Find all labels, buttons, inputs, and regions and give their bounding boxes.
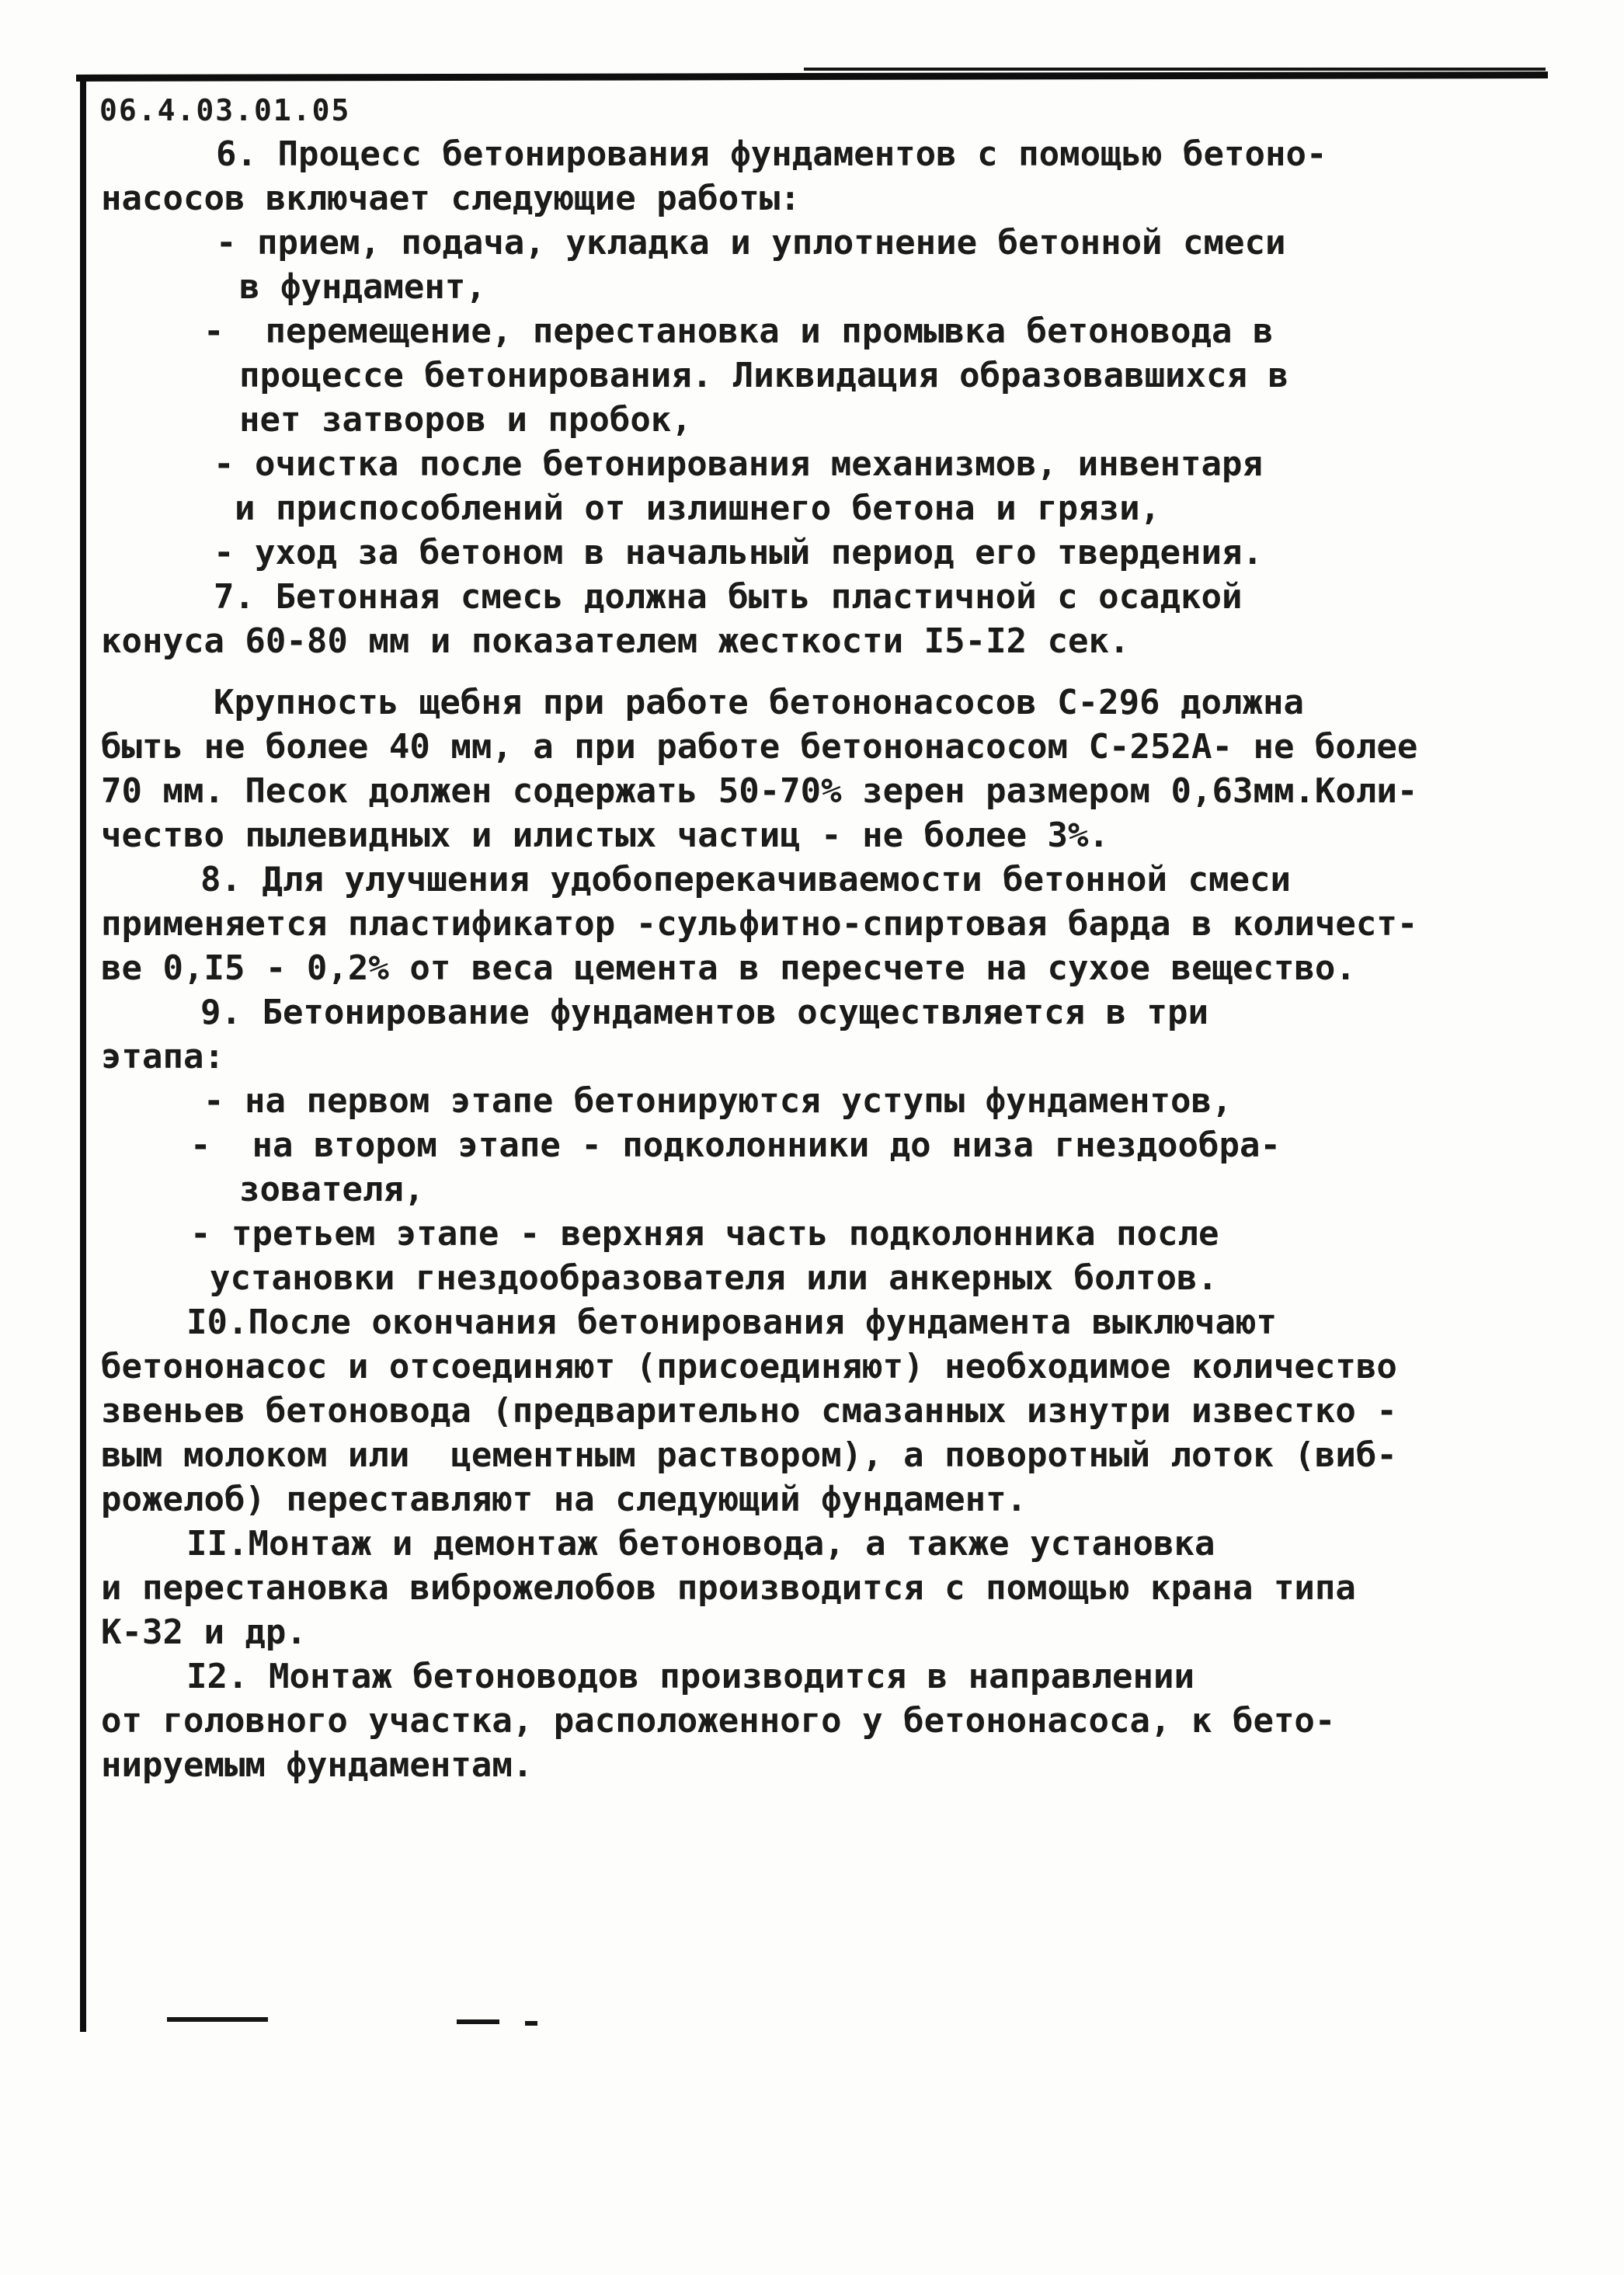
list-item-line: - прием, подача, укладка и уплотнение бетонной смеси [216,223,1286,263]
scan-mark [525,2021,537,2026]
text-line: бетононасос и отсоединяют (присоединяют) необходимое количество [101,1347,1397,1386]
document-code: 06.4.03.01.05 [99,93,351,127]
text-line: вым молоком или цементным раствором), а поворотный лоток (виб- [101,1435,1397,1475]
text-line: I0.После окончания бетонирования фундамента выключают [186,1303,1277,1342]
text-line: К-32 и др. [101,1612,307,1652]
text-line: Крупность щебня при работе бетононасосов С-296 должна [214,683,1304,722]
text-line: ве 0,I5 - 0,2% от веса цемента в пересчете на сухое вещество. [101,948,1356,988]
text-line: применяется пластификатор -сульфитно-спиртовая барда в количест- [101,904,1418,944]
text-line: этапа: [101,1037,224,1077]
list-item-line: нет затворов и пробок, [239,400,692,440]
paragraph-10 [101,1300,1584,1522]
list-item-line: процессе бетонирования. Ликвидация образовавшихся в [239,356,1289,395]
page-frame-top-rule [76,71,1548,82]
list-item-line: - на первом этапе бетонируются уступы фундаментов, [203,1081,1233,1121]
text-line: 7. Бетонная смесь должна быть пластичной с осадкой [214,577,1243,617]
paragraph-11 [101,1522,1584,1654]
paragraph-7 [101,575,1584,663]
paragraph-9 [101,990,1584,1079]
text-line: I2. Монтаж бетоноводов производится в направлении [186,1657,1195,1696]
list-item-line: - уход за бетоном в начальный период его твердения. [214,533,1264,572]
text-line: нируемым фундаментам. [101,1745,534,1785]
scan-mark [167,2017,268,2022]
text-line: 6. Процесс бетонирования фундаментов с помощью бетоно- [216,134,1327,174]
paragraph-gravel-size [101,680,1584,857]
paragraph-6 [101,132,1584,221]
text-line: II.Монтаж и демонтаж бетоновода, а также установка [186,1524,1215,1564]
list-item-line: - очистка после бетонирования механизмов, инвентаря [214,444,1264,484]
text-line: 70 мм. Песок должен содержать 50-70% зерен размером 0,63мм.Коли- [101,771,1418,811]
list-item-line: - на втором этапе - подколонники до низа гнездообра- [190,1125,1281,1165]
text-line: рожелоб) переставляют на следующий фундамент. [101,1480,1028,1519]
list-item-line: - перемещение, перестановка и промывка бетоновода в [203,311,1274,351]
page-frame-top-rule-double [804,68,1546,71]
text-line: чество пылевидных и илистых частиц - не более 3%. [101,816,1110,855]
page-frame-left-rule [80,75,86,2032]
text-line: от головного участка, расположенного у бетононасоса, к бето- [101,1701,1336,1741]
text-line: насосов включает следующие работы: [101,179,801,218]
text-line: 8. Для улучшения удобоперекачиваемости бетонной смеси [200,860,1291,899]
text-line: и перестановка виброжелобов производится с помощью крана типа [101,1568,1356,1608]
list-item-line: зователя, [239,1170,425,1209]
list-item-line: в фундамент, [239,267,486,307]
paragraph-9-list [101,1079,1584,1300]
document-body [101,132,1584,1787]
text-line: конуса 60-80 мм и показателем жесткости I5-I2 сек. [101,621,1130,661]
list-item-line: - третьем этапе - верхняя часть подколонника после [190,1214,1219,1254]
list-item-line: и приспособлений от излишнего бетона и грязи, [235,489,1161,528]
text-line: звеньев бетоновода (предварительно смазанных изнутри известко - [101,1391,1397,1431]
text-line: 9. Бетонирование фундаментов осуществляется в три [200,993,1209,1032]
list-item-line: установки гнездообразователя или анкерных болтов. [210,1258,1219,1298]
paragraph-12 [101,1654,1584,1787]
scan-mark [457,2019,499,2024]
paragraph-6-list [101,221,1584,575]
text-line: быть не более 40 мм, а при работе бетононасосом С-252А- не более [101,727,1418,767]
paragraph-8 [101,857,1584,990]
